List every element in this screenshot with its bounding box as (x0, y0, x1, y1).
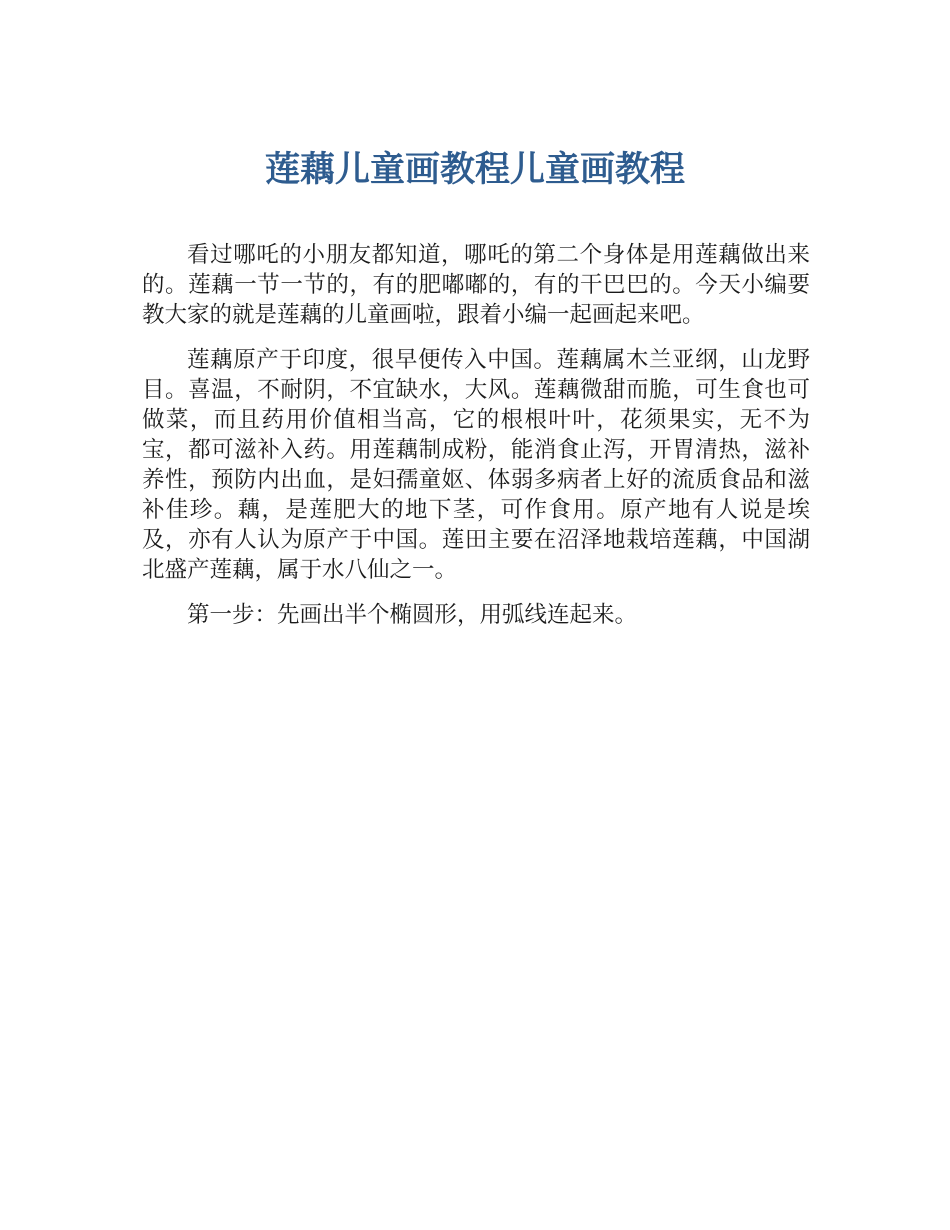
paragraph-lotus-root-info: 莲藕原产于印度，很早便传入中国。莲藕属木兰亚纲，山龙野目。喜温，不耐阴，不宜缺水，大风。莲藕微甜而脆，可生食也可做菜，而且药用价值相当高，它的根根叶叶，花须果实，无不为宝，都可滋补入药。用莲藕制成粉，能消食止泻，开胃清热，滋补养性，预防内出血，是妇孺童妪、体弱多病者上好的流质食品和滋补佳珍。藕，是莲肥大的地下茎，可作食用。原产地有人说是埃及，亦有人认为原产于中国。莲田主要在沼泽地栽培莲藕，中国湖北盛产莲藕，属于水八仙之一。 (142, 347, 810, 583)
document-body (142, 240, 810, 645)
paragraph-intro: 看过哪吒的小朋友都知道，哪吒的第二个身体是用莲藕做出来的。莲藕一节一节的，有的肥嘟嘟的，有的干巴巴的。今天小编要教大家的就是莲藕的儿童画啦，跟着小编一起画起来吧。 (142, 242, 810, 328)
paragraph-step-one: 第一步：先画出半个椭圆形，用弧线连起来。 (187, 602, 638, 628)
document-title: 莲藕儿童画教程儿童画教程 (264, 150, 685, 190)
